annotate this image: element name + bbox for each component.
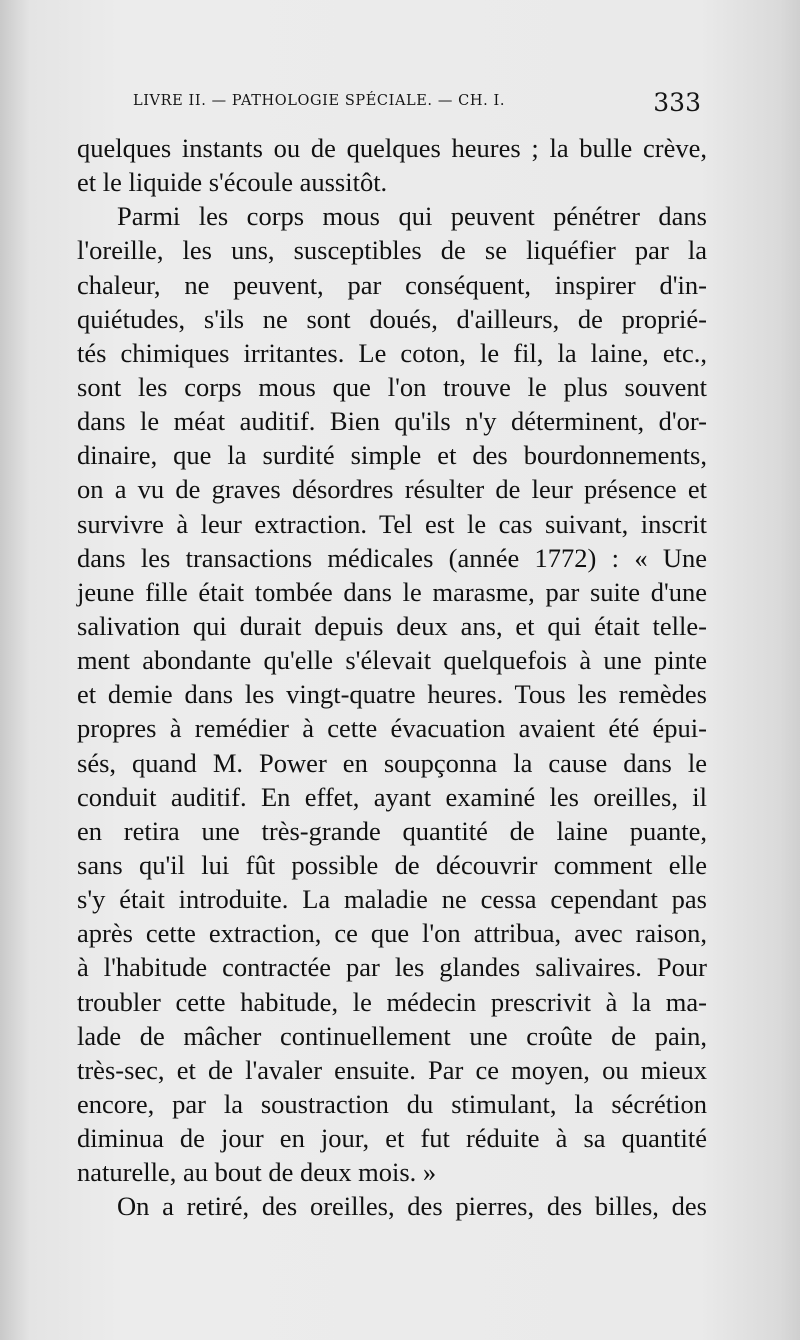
text-line: et le liquide s'écoule aussitôt. (77, 167, 388, 198)
text-line: s'y était introduite. La maladie ne cessa cependant pas (77, 884, 707, 915)
text-line: diminua de jour en jour, et fut réduite à sa quantité (77, 1123, 707, 1154)
text-line: sés, quand M. Power en soupçonna la cause dans le (77, 747, 707, 778)
text-line: on a vu de graves désordres résulter de leur présence et (77, 474, 707, 505)
text-line: troubler cette habitude, le médecin prescrivit à la ma- (77, 986, 707, 1017)
text-line: ment abondante qu'elle s'élevait quelquefois à une pinte (77, 645, 707, 676)
running-head (133, 88, 709, 118)
text-line: propres à remédier à cette évacuation avaient été épui- (77, 713, 707, 744)
text-line: très-sec, et de l'avaler ensuite. Par ce moyen, ou mieux (77, 1054, 707, 1085)
running-title: LIVRE II. — PATHOLOGIE SPÉCIALE. — CH. I. (133, 93, 506, 109)
text-line: en retira une très-grande quantité de laine puante, (77, 815, 707, 846)
text-line: l'oreille, les uns, susceptibles de se liquéfier par la (77, 235, 707, 266)
text-line: dinaire, que la surdité simple et des bourdonnements, (77, 440, 707, 471)
body-text (77, 131, 707, 1224)
text-line: quelques instants ou de quelques heures ; la bulle crève, (77, 133, 707, 163)
text-line: On a retiré, des oreilles, des pierres, des billes, des (117, 1191, 707, 1222)
text-line: naturelle, au bout de deux mois. » (77, 1157, 437, 1188)
text-line: sont les corps mous que l'on trouve le plus souvent (77, 371, 707, 402)
text-line: Parmi les corps mous qui peuvent pénétrer dans (117, 201, 707, 232)
text-line: à l'habitude contractée par les glandes salivaires. Pour (77, 952, 707, 983)
text-line: conduit auditif. En effet, ayant examiné les oreilles, il (77, 781, 707, 812)
text-line: dans les transactions médicales (année 1772) : « Une (77, 542, 707, 573)
text-line: et demie dans les vingt-quatre heures. Tous les remèdes (77, 679, 707, 710)
text-line: sans qu'il lui fût possible de découvrir comment elle (77, 849, 707, 880)
text-line: après cette extraction, ce que l'on attribua, avec raison, (77, 918, 707, 949)
text-line: tés chimiques irritantes. Le coton, le fil, la laine, etc., (77, 337, 707, 368)
text-line: lade de mâcher continuellement une croûte de pain, (77, 1020, 707, 1051)
text-line: survivre à leur extraction. Tel est le cas suivant, inscrit (77, 508, 707, 539)
text-line: jeune fille était tombée dans le marasme, par suite d'une (77, 576, 707, 607)
page-number: 333 (653, 88, 701, 117)
text-line: encore, par la soustraction du stimulant, la sécrétion (77, 1088, 707, 1119)
text-line: salivation qui durait depuis deux ans, et qui était telle- (77, 610, 707, 641)
text-line: chaleur, ne peuvent, par conséquent, inspirer d'in- (77, 269, 707, 300)
text-line: quiétudes, s'ils ne sont doués, d'ailleurs, de proprié- (77, 303, 707, 334)
text-line: dans le méat auditif. Bien qu'ils n'y déterminent, d'or- (77, 406, 707, 437)
